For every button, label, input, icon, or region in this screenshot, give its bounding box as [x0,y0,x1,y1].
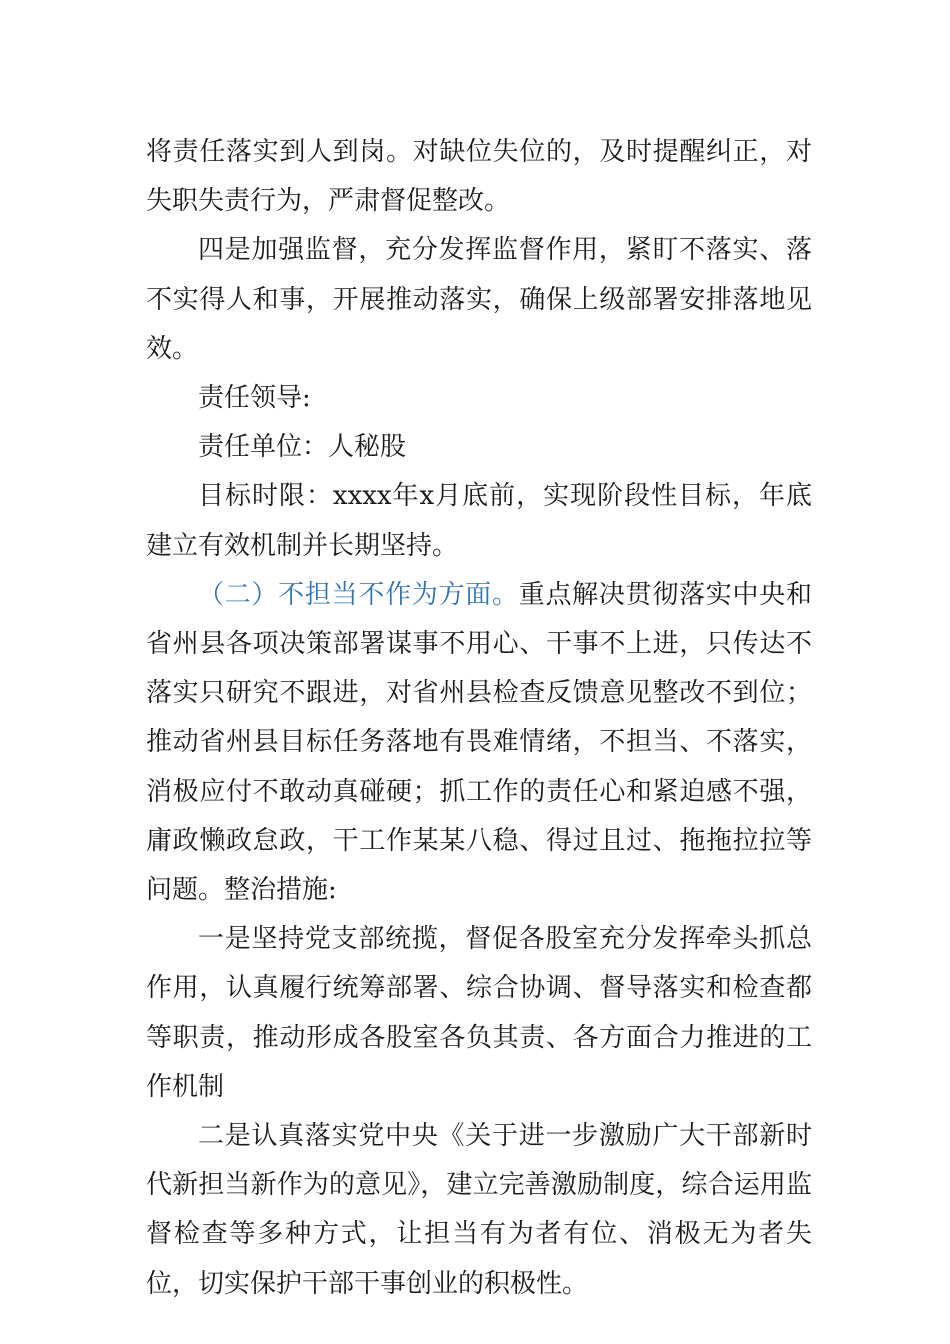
paragraph-measure-one: 一是坚持党支部统揽，督促各股室充分发挥牵头抓总作用，认真履行统筹部署、综合协调、督导落实和检查都等职责，推动形成各股室各负其责、各方面合力推进的工作机制 [146,924,812,1102]
section-two-paragraph [146,571,812,915]
responsible-unit: 责任单位：人秘股 [198,432,407,463]
paragraph-continuation: 将责任落实到人到岗。对缺位失位的，及时提醒纠正，对失职失责行为，严肃督促整改。 [146,137,812,217]
section-heading: （二）不担当不作为方面。 [198,579,519,610]
paragraph-measure-four: 四是加强监督，充分发挥监督作用，紧盯不落实、落不实得人和事，开展推动落实，确保上级部署安排落地见效。 [146,235,812,364]
responsible-leader: 责任领导: [198,383,311,414]
section-body: 重点解决贯彻落实中央和省州县各项决策部署谋事不用心、干事不上进，只传达不落实只研究不跟进，对省州县检查反馈意见整改不到位；推动省州县目标任务落地有畏难情绪，不担当、不落实，消极应付不敢动真碰硬；抓工作的责任心和紧迫感不强，庸政懒政怠政，干工作某某八稳、得过且过、拖拖拉拉等问题。整治措施: [146,579,812,906]
paragraph-measure-two: 二是认真落实党中央《关于进一步激励广大干部新时代新担当新作为的意见》，建立完善激励制度，综合运用监督检查等多种方式，让担当有为者有位、消极无为者失位，切实保护干部干事创业的积极性。 [146,1121,812,1299]
document-body [146,128,812,1309]
target-deadline: 目标时限：xxxx年x月底前，实现阶段性目标，年底建立有效机制并长期坚持。 [146,481,812,561]
